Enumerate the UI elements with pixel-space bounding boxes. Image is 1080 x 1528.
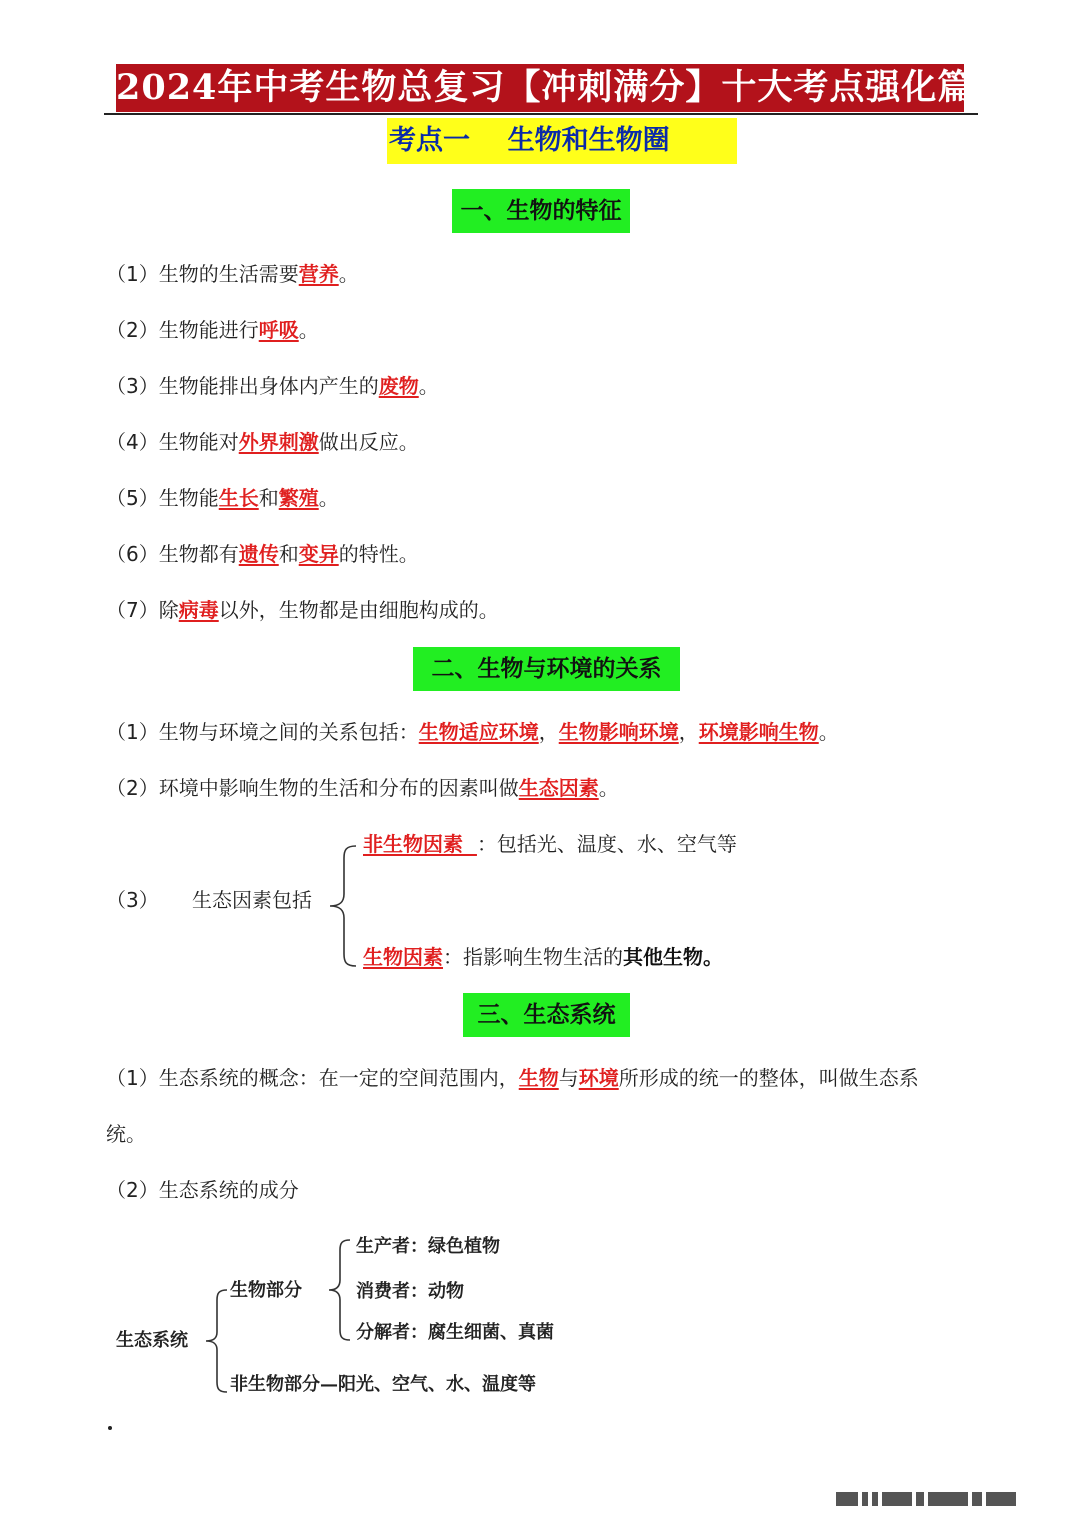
keyword: 病毒 — [178, 598, 219, 622]
tree-root: 生态系统 — [116, 1330, 188, 1351]
list-item: （5）生物能生长和繁殖。 — [106, 486, 339, 510]
keyword: 环境 — [578, 1066, 619, 1090]
list-item: （7）除病毒以外，生物都是由细胞构成的。 — [106, 598, 499, 622]
brace-factors — [326, 844, 360, 968]
title-rule — [104, 113, 978, 115]
topic-banner: 考点一 生物和生物圈 — [387, 118, 737, 164]
keyword: 废物 — [378, 374, 419, 398]
brace-ecosystem — [203, 1288, 231, 1394]
keyword: 生长 — [218, 486, 259, 510]
keyword: 遗传 — [238, 542, 279, 566]
tree-abiotic-part: 非生物部分—阳光、空气、水、温度等 — [230, 1374, 536, 1395]
keyword: 变异 — [298, 542, 339, 566]
tree-consumer: 消费者：动物 — [356, 1281, 464, 1302]
brace-biotic — [326, 1238, 354, 1342]
keyword: 营养 — [298, 262, 339, 286]
stray-dot — [108, 1426, 112, 1430]
tree-producer: 生产者：绿色植物 — [356, 1236, 500, 1257]
list-item: （2）生物能进行呼吸。 — [106, 318, 319, 342]
keyword: 非生物因素 — [363, 832, 463, 856]
list-item: （1）生物与环境之间的关系包括：生物适应环境，生物影响环境，环境影响生物。 — [106, 720, 839, 744]
list-item-wrap: 统。 — [106, 1122, 146, 1146]
keyword: 生物影响环境 — [558, 720, 679, 744]
section-heading-ecosystem: 三、生态系统 — [463, 993, 630, 1037]
list-item: （1）生物的生活需要营养。 — [106, 262, 359, 286]
list-item: （4）生物能对外界刺激做出反应。 — [106, 430, 419, 454]
keyword: 生态因素 — [518, 776, 599, 800]
tree-decomposer: 分解者：腐生细菌、真菌 — [356, 1322, 554, 1343]
keyword: 外界刺激 — [238, 430, 319, 454]
list-item: （6）生物都有遗传和变异的特性。 — [106, 542, 419, 566]
list-item-number: （3） — [106, 888, 159, 912]
section-heading-features: 一、生物的特征 — [452, 189, 630, 233]
keyword: 生物适应环境 — [418, 720, 539, 744]
keyword: 生物因素 — [363, 945, 443, 969]
keyword: 繁殖 — [278, 486, 319, 510]
section-heading-environment: 二、生物与环境的关系 — [413, 647, 680, 691]
factors-label: 生态因素包括 — [192, 888, 312, 912]
biotic-factors: 生物因素：指影响生物生活的其他生物。 — [363, 945, 723, 969]
keyword: 呼吸 — [258, 318, 299, 342]
list-item: （2）环境中影响生物的生活和分布的因素叫做生态因素。 — [106, 776, 619, 800]
list-item: （1）生态系统的概念：在一定的空间范围内，生物与环境所形成的统一的整体，叫做生态系 — [106, 1066, 919, 1090]
list-item: （2）生态系统的成分 — [106, 1178, 299, 1202]
page-title: 2024年中考生物总复习【冲刺满分】十大考点强化篇 — [116, 64, 964, 112]
keyword: 生物 — [518, 1066, 559, 1090]
tree-biotic-part: 生物部分 — [230, 1280, 302, 1301]
keyword: 环境影响生物 — [698, 720, 819, 744]
watermark-logo — [836, 1492, 1058, 1506]
abiotic-factors: 非生物因素 ：包括光、温度、水、空气等 — [363, 832, 737, 856]
list-item: （3）生物能排出身体内产生的废物。 — [106, 374, 439, 398]
